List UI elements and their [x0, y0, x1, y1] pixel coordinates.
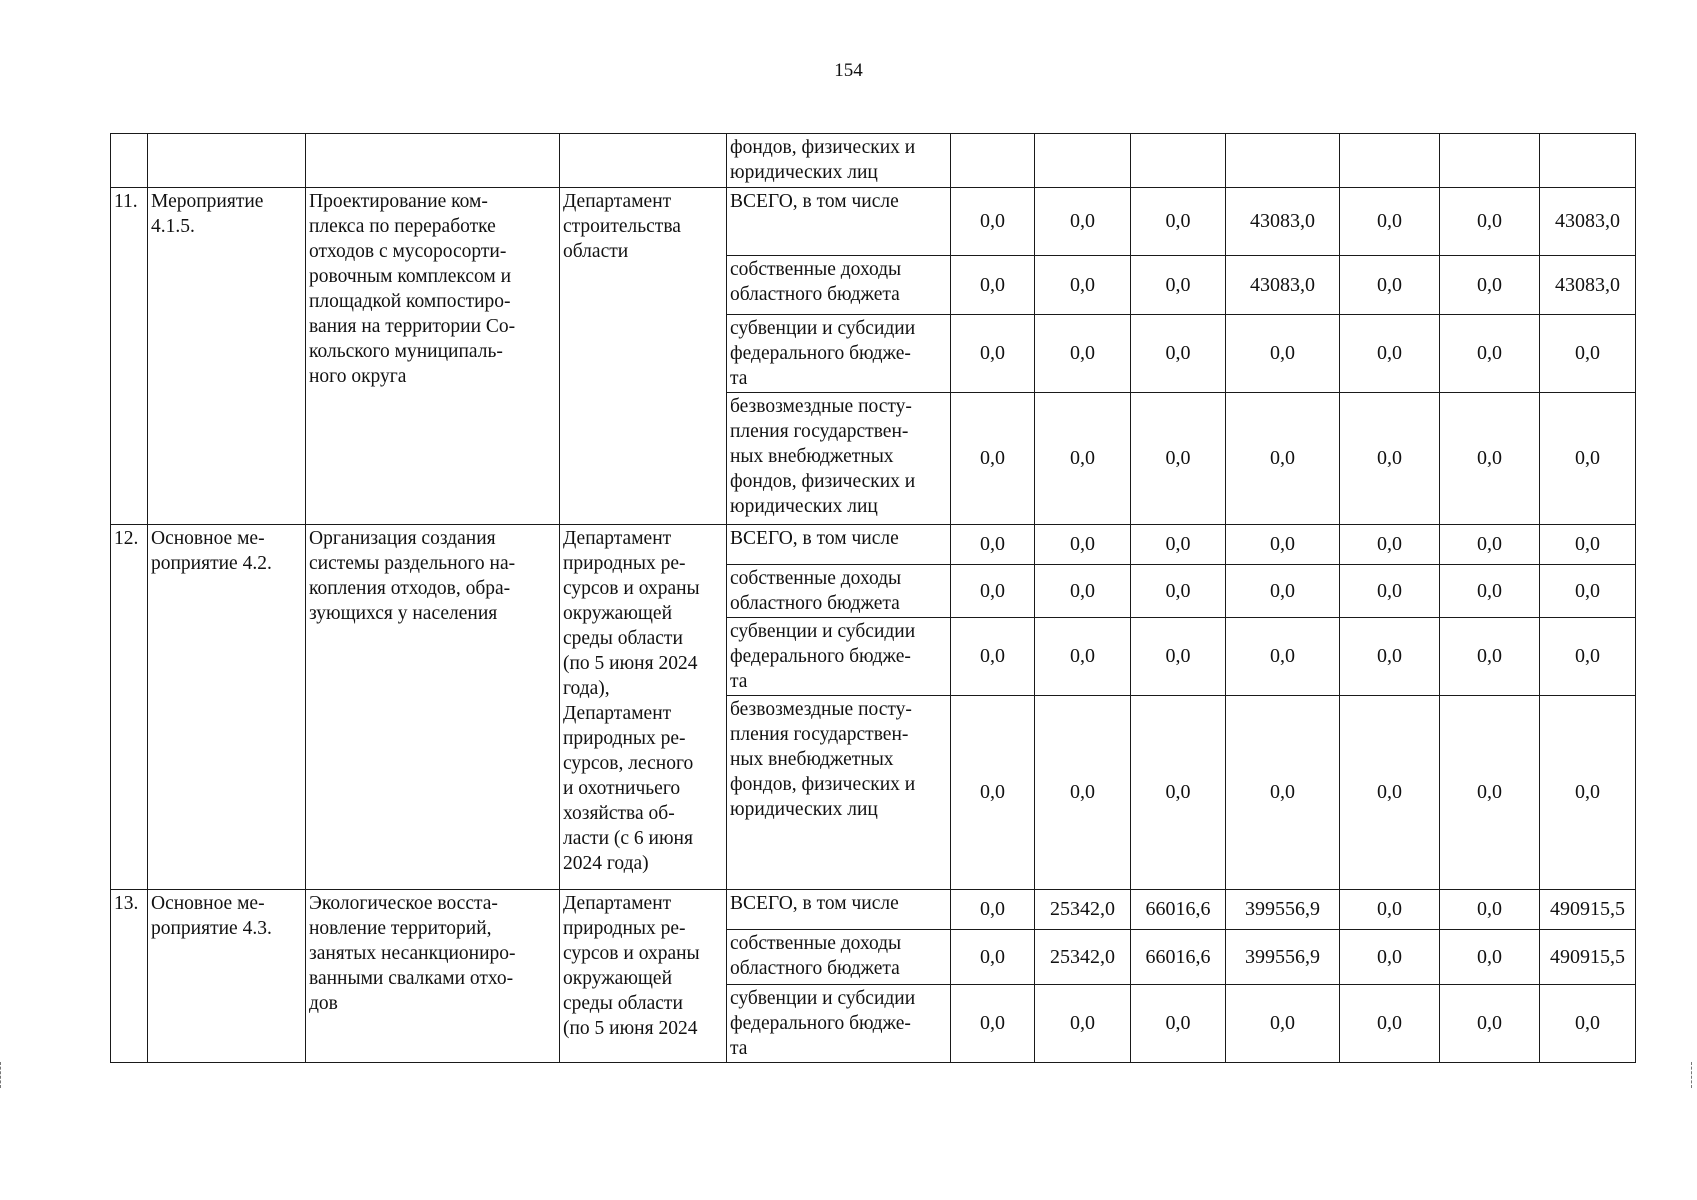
activity-type: Основное ме- роприятие 4.2.: [148, 525, 306, 890]
funding-source: субвенции и субсидии федерального бюдже- та: [727, 618, 951, 696]
funding-source: безвозмездные посту- пления государствен- ных внебюджетных фондов, физических и юридических лиц: [727, 393, 951, 525]
value-cell: 0,0: [1035, 565, 1131, 618]
value-cell: 0,0: [1226, 565, 1340, 618]
value-cell: 0,0: [951, 525, 1035, 565]
value-cell: 25342,0: [1035, 930, 1131, 985]
value-cell: 0,0: [1540, 393, 1636, 525]
value-cell: 43083,0: [1226, 256, 1340, 315]
value-cell: 0,0: [1226, 525, 1340, 565]
value-cell: 0,0: [951, 696, 1035, 890]
value-cell: 0,0: [1440, 188, 1540, 256]
value-cell: 0,0: [1440, 256, 1540, 315]
value-cell: 0,0: [1131, 188, 1226, 256]
value-cell: 0,0: [1131, 256, 1226, 315]
value-cell: 0,0: [951, 256, 1035, 315]
row-index: 11.: [111, 188, 148, 525]
value-cell: 0,0: [1035, 618, 1131, 696]
activity-name: Организация создания системы раздельного на- копления отходов, обра- зующихся у населения: [306, 525, 560, 890]
value-cell: 0,0: [1035, 393, 1131, 525]
funding-source: безвозмездные посту- пления государствен- ных внебюджетных фондов, физических и юридических лиц: [727, 696, 951, 890]
funding-source-cell: фондов, физических и юридических лиц: [727, 134, 951, 188]
value-cell: 0,0: [1226, 315, 1340, 393]
value-cell: 0,0: [1540, 985, 1636, 1063]
value-cell: 0,0: [1035, 985, 1131, 1063]
value-cell: 0,0: [1440, 525, 1540, 565]
value-cell: 0,0: [1540, 696, 1636, 890]
value-cell: [1440, 134, 1540, 188]
value-cell: 0,0: [951, 393, 1035, 525]
page-number: 154: [834, 60, 863, 81]
activity-row: [111, 188, 1636, 256]
value-cell: 0,0: [1440, 565, 1540, 618]
value-cell: 0,0: [1340, 525, 1440, 565]
value-cell: 0,0: [1131, 985, 1226, 1063]
value-cell: 0,0: [1340, 890, 1440, 930]
value-cell: 43083,0: [1226, 188, 1340, 256]
value-cell: 0,0: [1035, 188, 1131, 256]
value-cell: 0,0: [1540, 565, 1636, 618]
value-cell: 0,0: [951, 188, 1035, 256]
value-cell: 399556,9: [1226, 930, 1340, 985]
value-cell: 43083,0: [1540, 188, 1636, 256]
executor-cell: [560, 134, 727, 188]
funding-source: собственные доходы областного бюджета: [727, 256, 951, 315]
value-cell: 0,0: [1340, 618, 1440, 696]
activity-name: Экологическое восста- новление территорий, занятых несанкциониро- ванными свалками отхо- дов: [306, 890, 560, 1063]
value-cell: 66016,6: [1131, 890, 1226, 930]
funding-source: ВСЕГО, в том числе: [727, 188, 951, 256]
executor: Департамент строительства области: [560, 188, 727, 525]
funding-source: субвенции и субсидии федерального бюдже- та: [727, 315, 951, 393]
value-cell: 0,0: [1226, 985, 1340, 1063]
executor: Департамент природных ре- сурсов и охраны окружающей среды области (по 5 июня 2024 года), Департамент природных ре- сурсов, лесного и охотничьего хозяйства об- ласти (с 6 июня 2024 года): [560, 525, 727, 890]
value-cell: 0,0: [1440, 985, 1540, 1063]
value-cell: 0,0: [1440, 618, 1540, 696]
funding-source: собственные доходы областного бюджета: [727, 930, 951, 985]
activity-type: Мероприятие 4.1.5.: [148, 188, 306, 525]
value-cell: 0,0: [1540, 618, 1636, 696]
value-cell: 0,0: [1540, 315, 1636, 393]
value-cell: 490915,5: [1540, 930, 1636, 985]
value-cell: 0,0: [951, 315, 1035, 393]
activity-row: [111, 525, 1636, 565]
value-cell: 0,0: [1340, 565, 1440, 618]
value-cell: [1131, 134, 1226, 188]
value-cell: 0,0: [1226, 618, 1340, 696]
value-cell: 0,0: [1340, 930, 1440, 985]
value-cell: 0,0: [1340, 315, 1440, 393]
value-cell: 0,0: [1340, 985, 1440, 1063]
value-cell: 0,0: [1035, 315, 1131, 393]
value-cell: [1226, 134, 1340, 188]
value-cell: 43083,0: [1540, 256, 1636, 315]
value-cell: 0,0: [1440, 890, 1540, 930]
value-cell: [1540, 134, 1636, 188]
value-cell: 0,0: [1440, 930, 1540, 985]
activity-row: [111, 890, 1636, 930]
value-cell: 399556,9: [1226, 890, 1340, 930]
value-cell: [1340, 134, 1440, 188]
value-cell: 0,0: [1440, 315, 1540, 393]
carry-over-row: [111, 134, 1636, 188]
value-cell: 0,0: [1226, 696, 1340, 890]
scan-edge-mark: [0, 1062, 7, 1088]
value-cell: 0,0: [1340, 393, 1440, 525]
value-cell: 0,0: [951, 565, 1035, 618]
value-cell: 490915,5: [1540, 890, 1636, 930]
value-cell: 0,0: [1226, 393, 1340, 525]
value-cell: 0,0: [951, 890, 1035, 930]
activity-type-cell: [148, 134, 306, 188]
value-cell: 0,0: [1440, 393, 1540, 525]
value-cell: 0,0: [1035, 696, 1131, 890]
value-cell: 0,0: [1131, 525, 1226, 565]
activity-name: Проектирование ком- плекса по переработке отходов с мусоросорти- ровочным комплексом и площадкой компостиро- вания на территории Со- кольского муниципаль- ного округа: [306, 188, 560, 525]
value-cell: [1035, 134, 1131, 188]
value-cell: 0,0: [1131, 696, 1226, 890]
value-cell: 0,0: [951, 985, 1035, 1063]
value-cell: 0,0: [1340, 696, 1440, 890]
budget-table: [110, 133, 1636, 1063]
row-index: 13.: [111, 890, 148, 1063]
activity-name-cell: [306, 134, 560, 188]
value-cell: 0,0: [1131, 565, 1226, 618]
value-cell: 0,0: [1131, 315, 1226, 393]
value-cell: 0,0: [1035, 525, 1131, 565]
activity-type: Основное ме- роприятие 4.3.: [148, 890, 306, 1063]
funding-source: ВСЕГО, в том числе: [727, 890, 951, 930]
value-cell: 0,0: [1131, 618, 1226, 696]
funding-source: ВСЕГО, в том числе: [727, 525, 951, 565]
value-cell: 0,0: [951, 618, 1035, 696]
value-cell: 0,0: [951, 930, 1035, 985]
value-cell: [951, 134, 1035, 188]
index-cell: [111, 134, 148, 188]
funding-source: субвенции и субсидии федерального бюдже- та: [727, 985, 951, 1063]
executor: Департамент природных ре- сурсов и охраны окружающей среды области (по 5 июня 2024: [560, 890, 727, 1063]
scan-edge-mark: [1691, 1062, 1697, 1088]
value-cell: 0,0: [1540, 525, 1636, 565]
value-cell: 25342,0: [1035, 890, 1131, 930]
row-index: 12.: [111, 525, 148, 890]
value-cell: 0,0: [1035, 256, 1131, 315]
value-cell: 0,0: [1340, 256, 1440, 315]
value-cell: 0,0: [1340, 188, 1440, 256]
value-cell: 0,0: [1440, 696, 1540, 890]
value-cell: 66016,6: [1131, 930, 1226, 985]
value-cell: 0,0: [1131, 393, 1226, 525]
funding-source: собственные доходы областного бюджета: [727, 565, 951, 618]
